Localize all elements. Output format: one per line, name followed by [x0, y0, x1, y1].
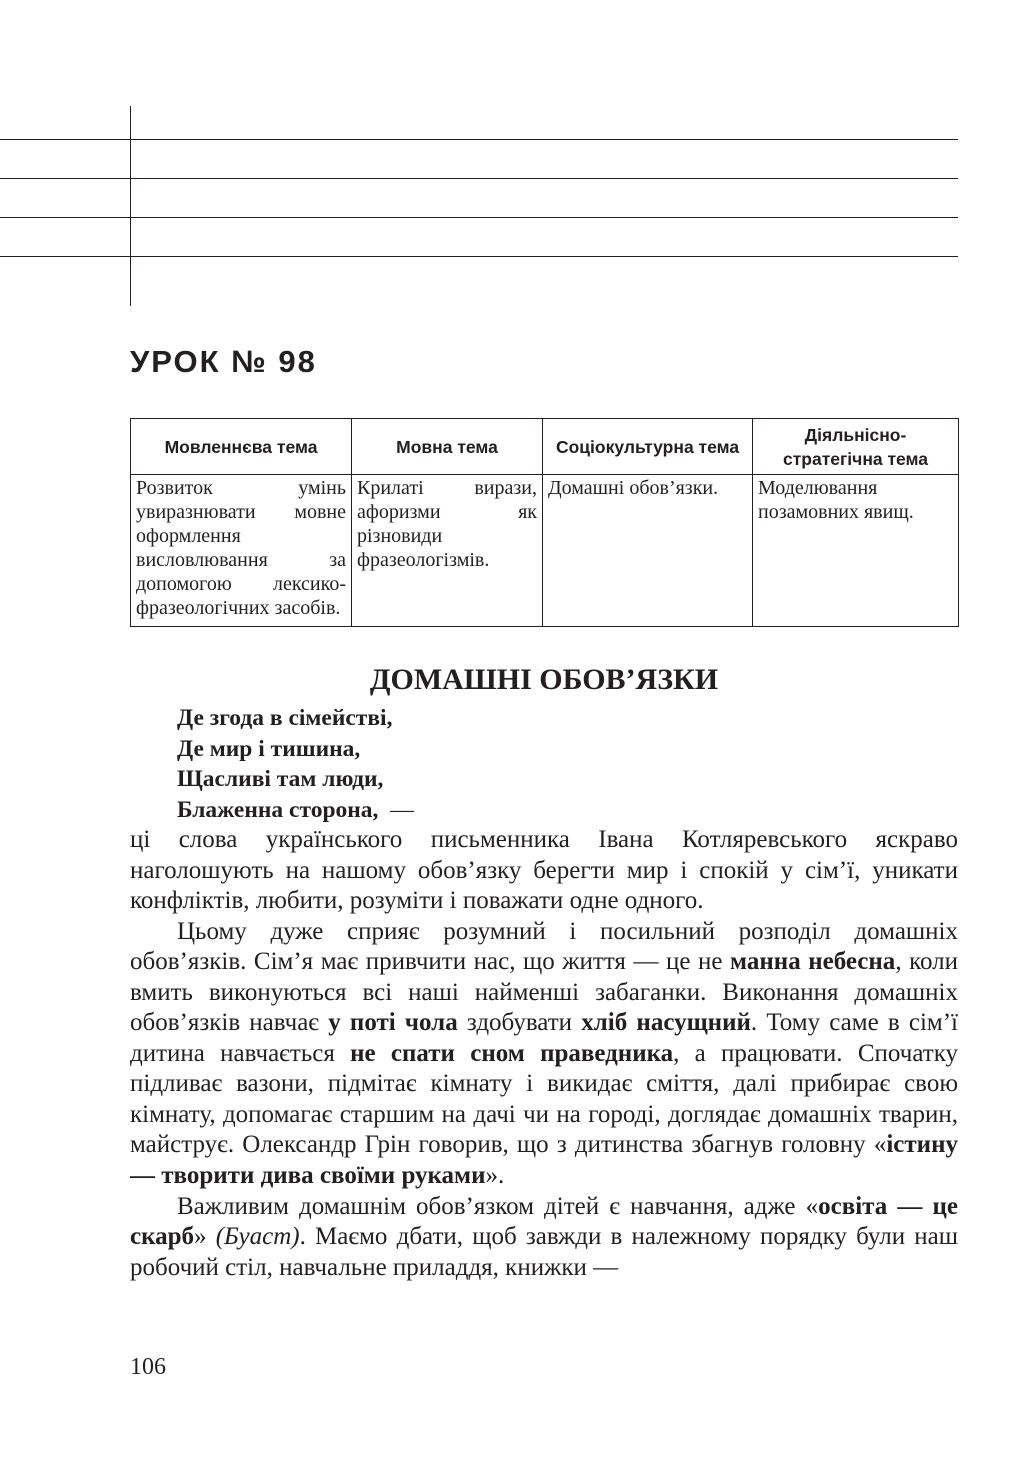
cell-speech-theme: Розвиток умінь увиразнювати мовне оформлення висловлювання за допомогою лексико-фразеологічних засобів.	[131, 475, 352, 627]
header-vertical-rule	[130, 106, 131, 306]
bold-phrase: манна небесна	[730, 948, 896, 976]
text-run: . Маємо дбати, щоб завжди в належному порядку були наш робочий стіл, навчальне приладдя, книжки —	[130, 1223, 959, 1281]
section-title: ДОМАШНІ ОБОВ’ЯЗКИ	[369, 663, 719, 696]
themes-table	[130, 418, 959, 627]
poem-line: Де згода в сімействі,	[177, 705, 393, 731]
poem-last-line: Блаженна сторона,	[177, 796, 379, 823]
text-run: , коли вмить виконуються всі наші найменші забаганки. Виконання домашніх обов’язків навчає	[130, 948, 958, 1037]
paragraph	[130, 825, 958, 917]
text-run: здобувати	[457, 1009, 582, 1037]
text-run: , а працювати. Спочатку підливає вазони, підмітає кімнату і викидає сміття, далі прибирає свою кімнату, допомагає старшим на дачі чи на городі, доглядає домашніх тварин, майструє. Олександр Грін говорив, що з дитинства збагнув головну «	[130, 1039, 958, 1159]
body-text	[130, 825, 958, 1283]
themes-content-row	[131, 475, 959, 627]
paragraph	[130, 1192, 958, 1284]
header-rule-2	[0, 178, 958, 179]
header-rule-1	[0, 139, 958, 140]
text-run: ».	[485, 1162, 505, 1190]
cell-activity-strategic-theme: Моделювання позамовних явищ.	[753, 475, 959, 627]
lesson-title: УРОК № 98	[130, 344, 317, 379]
poem-line	[177, 795, 414, 826]
text-run: Цьому дуже сприяє розумний і посильний розподіл домашніх обов’язків. Сім’я має привчити нас, що життя — це не	[130, 917, 958, 976]
header-speech-theme: Мовленнєва тема	[131, 419, 352, 475]
page-number: 106	[130, 1354, 166, 1380]
text-run: »	[194, 1223, 216, 1251]
cell-sociocultural-theme: Домашні обов’язки.	[543, 475, 753, 627]
poem-dash: —	[390, 796, 414, 823]
bold-phrase: хліб насущний	[581, 1009, 751, 1037]
header-rule-4	[0, 256, 958, 257]
epigraph-poem	[177, 703, 414, 825]
poem-line: Щасливі там люди,	[177, 766, 384, 793]
paragraph	[130, 917, 958, 1192]
citation: (Буаст)	[215, 1223, 300, 1251]
header-activity-strategic-theme: Діяльнісно-стратегічна тема	[753, 419, 959, 475]
poem-line: Де мир і тишина,	[177, 735, 361, 762]
header-sociocultural-theme: Соціокультурна тема	[543, 419, 753, 475]
text-run: Важливим домашнім обов’язком дітей є навчання, адже «	[177, 1192, 819, 1220]
header-language-theme: Мовна тема	[352, 419, 543, 475]
text-run: . Тому саме в сім’ї дитина навчається	[130, 1009, 958, 1067]
cell-language-theme: Крилаті вирази, афоризми як різновиди фразеологізмів.	[352, 475, 543, 627]
bold-phrase: істину — творити дива своїми руками	[130, 1131, 958, 1190]
header-rule-3	[0, 217, 958, 218]
text-run: ці слова українського письменника Івана Котляревського яскраво наголошують на нашому обов’язку берегти мир і спокій у сім’ї, уникати конфліктів, любити, розуміти і поважати одне одного.	[130, 826, 958, 915]
themes-header-row	[131, 419, 959, 475]
bold-phrase: освіта — це скарб	[130, 1192, 958, 1251]
bold-phrase: не спати сном праведника	[350, 1039, 674, 1067]
bold-phrase: у поті чола	[328, 1009, 458, 1037]
